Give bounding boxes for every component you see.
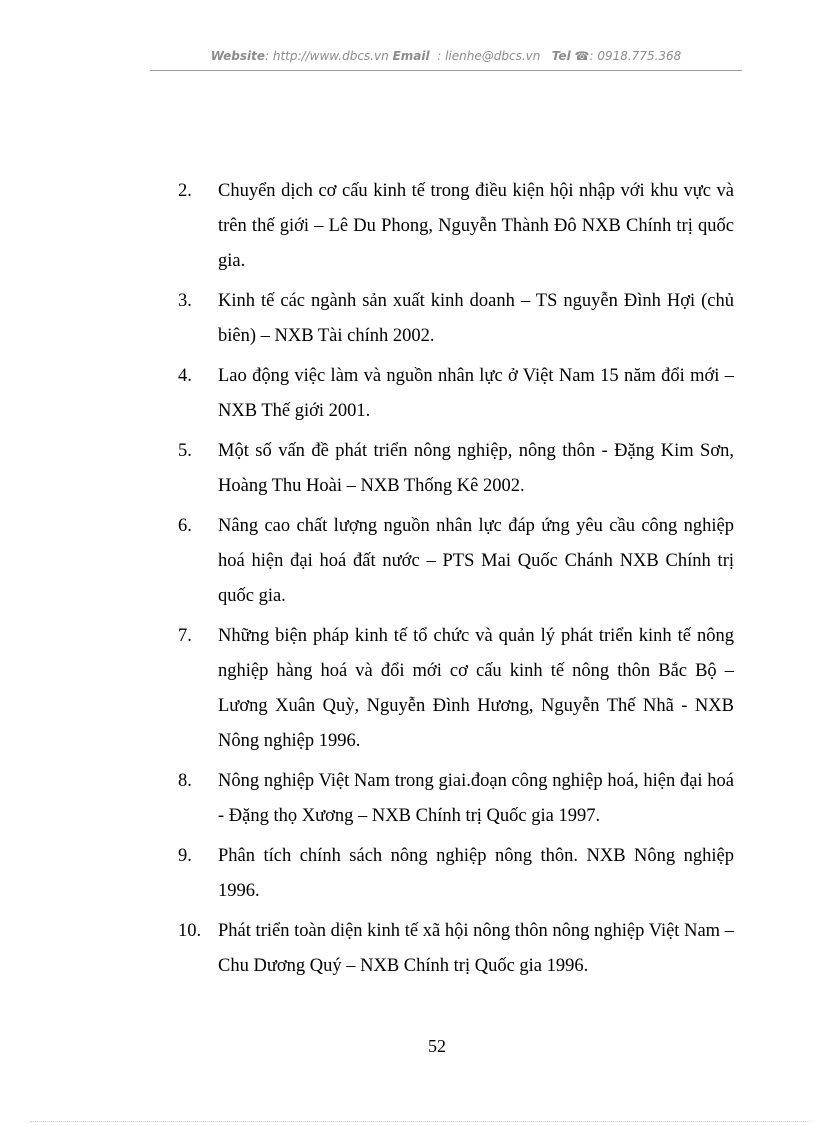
reference-item [178,509,734,614]
reference-item [178,619,734,759]
footer-divider [30,1121,810,1122]
reference-item [178,359,734,429]
reference-number: 8. [178,771,192,791]
reference-number: 10. [178,921,202,941]
email-label: Email [392,49,430,63]
tel-value: : 0918.775.368 [589,49,682,63]
reference-text: Lao động việc làm và nguồn nhân lực ở Việt Nam 15 năm đổi mới – NXB Thế giới 2001. [218,366,734,421]
reference-number: 6. [178,516,192,536]
reference-item [178,764,734,834]
page-number: 52 [428,1036,446,1056]
reference-text: Những biện pháp kinh tế tổ chức và quản lý phát triển kinh tế nông nghiệp hàng hoá và đổi mới cơ cấu kinh tế nông thôn Bắc Bộ – Lương Xuân Quỳ, Nguyễn Đình Hương, Nguyễn Thế Nhã - NXB Nông nghiệp 1996. [218,626,734,751]
reference-number: 7. [178,626,192,646]
reference-text: Kinh tế các ngành sản xuất kinh doanh – TS nguyễn Đình Hợi (chủ biên) – NXB Tài chính 2002. [218,291,734,346]
header-divider [150,70,742,71]
reference-text: Phân tích chính sách nông nghiệp nông thôn. NXB Nông nghiệp 1996. [218,846,734,901]
reference-text: Nâng cao chất lượng nguồn nhân lực đáp ứng yêu cầu công nghiệp hoá hiện đại hoá đất nước – PTS Mai Quốc Chánh NXB Chính trị quốc gia. [218,516,734,606]
reference-number: 2. [178,181,192,201]
reference-number: 5. [178,441,192,461]
reference-number: 9. [178,846,192,866]
email-value: : lienhe@dbcs.vn [437,49,541,63]
reference-item [178,914,734,984]
tel-label: Tel [551,49,571,63]
reference-item [178,284,734,354]
reference-item [178,839,734,909]
reference-list [178,174,734,989]
reference-text: Một số vấn đề phát triển nông nghiệp, nông thôn - Đặng Kim Sơn, Hoàng Thu Hoài – NXB Thống Kê 2002. [218,441,734,496]
phone-icon: ☎ [574,49,590,63]
reference-text: Nông nghiệp Việt Nam trong giai.đoạn công nghiệp hoá, hiện đại hoá - Đặng thọ Xương – NXB Chính trị Quốc gia 1997. [218,771,734,826]
page-header [150,49,742,63]
website-value: : http://www.dbcs.vn [265,49,389,63]
website-label: Website [210,49,266,63]
reference-text: Chuyển dịch cơ cấu kinh tế trong điều kiện hội nhập với khu vực và trên thế giới – Lê Du Phong, Nguyễn Thành Đô NXB Chính trị quốc gia. [218,181,734,271]
reference-number: 3. [178,291,192,311]
reference-number: 4. [178,366,192,386]
reference-item [178,434,734,504]
reference-text: Phát triển toàn diện kinh tế xã hội nông thôn nông nghiệp Việt Nam – Chu Dương Quý – NXB Chính trị Quốc gia 1996. [218,921,734,976]
reference-item [178,174,734,279]
